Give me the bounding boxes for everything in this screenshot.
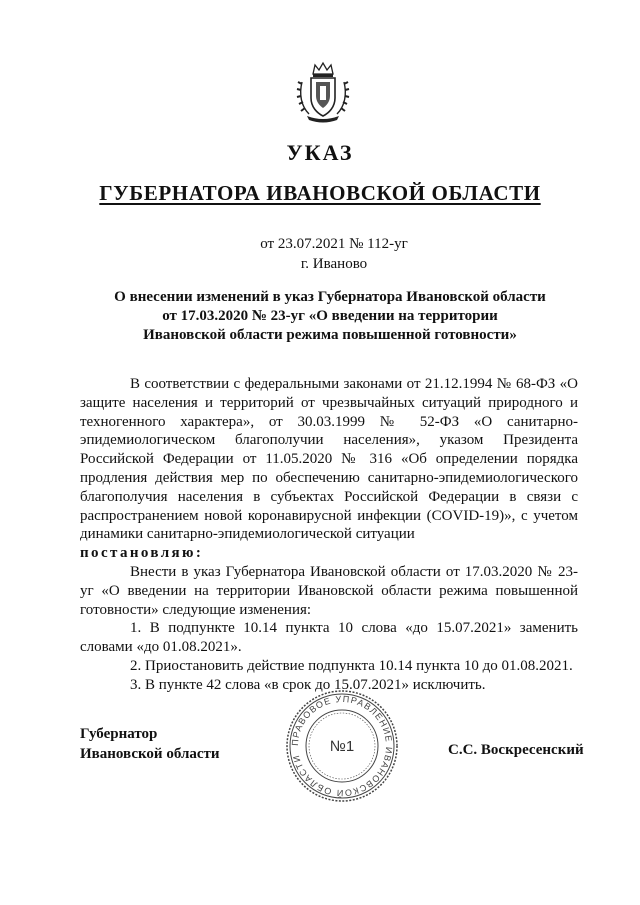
- decree-body: [80, 375, 578, 695]
- subject-line: Ивановской области режима повышенной готовности»: [143, 327, 517, 343]
- document-title: УКАЗ: [286, 140, 354, 165]
- position-line: Ивановской области: [80, 746, 220, 762]
- decree-colon: :: [195, 545, 201, 562]
- official-stamp: [284, 688, 400, 804]
- decree-resolution: [80, 544, 578, 563]
- subject-line: О внесении изменений в указ Губернатора Ивановской области: [114, 289, 546, 305]
- stamp-ring-text: ПРАВОВОЕ УПРАВЛЕНИЕ ИВАНОВСКОЙ ОБЛАСТИ: [289, 693, 395, 799]
- coat-of-arms-icon: [291, 60, 355, 124]
- issuer-name: ГУБЕРНАТОРА ИВАНОВСКОЙ ОБЛАСТИ: [99, 181, 541, 205]
- preamble-paragraph: В соответствии с федеральными законами от 21.12.1994 № 68-ФЗ «О защите населения и территорий от чрезвычайных ситуаций природного и техногенного характера», от 30.03.1999 № 52-ФЗ «О санитарно-эпидемиологическом благополучии населения», указом Президента Российской Федерации от 11.05.2020 № 316 «Об определении порядка продления действия мер по обеспечению санитарно-эпидемиологического благополучия населения в субъектах Российской Федерации в связи с распространением новой коронавирусной инфекции (COVID-19)», с учетом динамики санитарно-эпидемиологической ситуации: [80, 376, 578, 543]
- intro-paragraph: Внести в указ Губернатора Ивановской области от 17.03.2020 № 23-уг «О введении на территории Ивановской области режима повышенной готовности» следующие изменения:: [80, 563, 578, 618]
- signatory-name: С.С. Воскресенский: [448, 742, 584, 758]
- item-paragraph: 2. Приостановить действие подпункта 10.14 пункта 10 до 01.08.2021.: [130, 657, 573, 674]
- decree-word: постановляю: [80, 545, 196, 562]
- decree-city: г. Иваново: [300, 256, 368, 272]
- stamp-number: №1: [329, 738, 355, 755]
- decree-date-number: от 23.07.2021 № 112-уг: [260, 236, 408, 252]
- position-line: Губернатор: [80, 726, 158, 742]
- signatory-position: [80, 724, 220, 764]
- subject-line: от 17.03.2020 № 23-уг «О введении на территории: [162, 308, 498, 324]
- item-paragraph: 1. В подпункте 10.14 пункта 10 слова «до 15.07.2021» заменить словами «до 01.08.2021».: [80, 620, 578, 656]
- document-subtitle: [0, 181, 640, 206]
- decree-subject: [80, 288, 580, 345]
- item-paragraph: 3. В пункте 42 слова «в срок до 15.07.2021» исключить.: [130, 676, 486, 693]
